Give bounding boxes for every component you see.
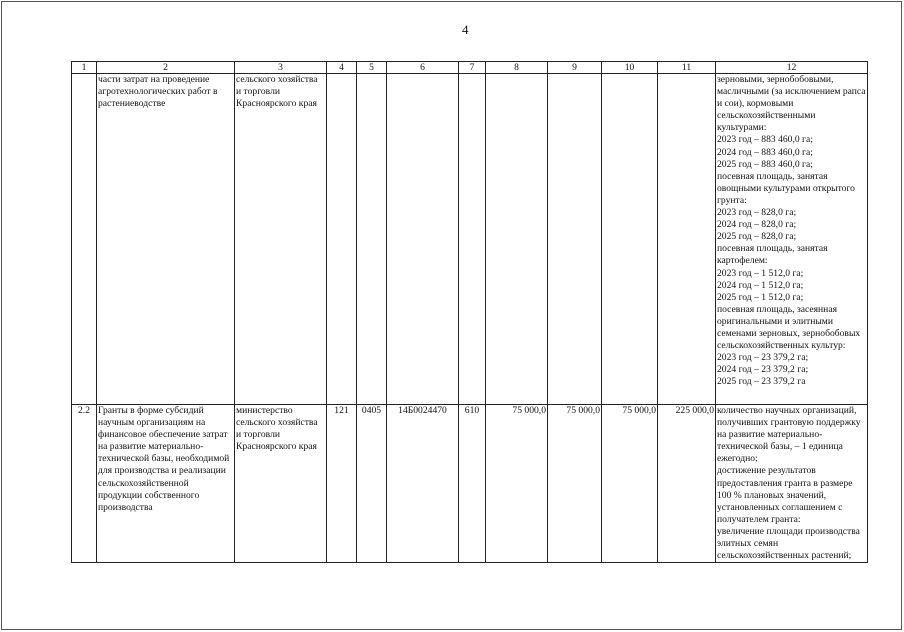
cell-administrator: министерство сельского хозяйства и торговли Красноярского края	[235, 405, 327, 563]
cell-2025: 75 000,0	[602, 405, 658, 563]
cell-grbs	[327, 74, 357, 405]
cell-2023: 75 000,0	[486, 405, 548, 563]
col-header-12: 12	[716, 62, 868, 74]
table-row	[72, 74, 868, 405]
cell-result	[716, 405, 868, 563]
cell-rzpr: 0405	[357, 405, 387, 563]
cell-result	[716, 74, 868, 405]
col-header-7: 7	[459, 62, 486, 74]
cell-number	[72, 74, 97, 405]
cell-2023	[486, 74, 548, 405]
cell-total: 225 000,0	[658, 405, 716, 563]
col-header-4: 4	[327, 62, 357, 74]
col-header-8: 8	[486, 62, 548, 74]
cell-csr	[387, 74, 459, 405]
result-text: зерновыми, зернобобовыми, масличными (за исключением рапса и сои), кормовыми сельскохозяйственными культурами: 2023 год – 883 460,0 га; 2024 год – 883 460,0 га; 2025 год – 883 460,0 га; посевная площадь, занятая овощными культурами открытого грунта: 2023 год – 828,0 га; 2024 год – 828,0 га; 2025 год – 828,0 га; посевная площадь, занятая картофелем: 2023 год – 1 512,0 га; 2024 год – 1 512,0 га; 2025 год – 1 512,0 га; посевная площадь, засеянная оригинальными и элитными семенами зерновых, зернобобовых сельскохозяйственных культур: 2023 год – 23 379,2 га; 2024 год – 23 379,2 га; 2025 год – 23 379,2 га	[717, 74, 866, 388]
col-header-2: 2	[97, 62, 235, 74]
cell-total	[658, 74, 716, 405]
cell-vr: 610	[459, 405, 486, 563]
col-header-3: 3	[235, 62, 327, 74]
cell-measure-name: части затрат на проведение агротехнологических работ в растениеводстве	[97, 74, 235, 405]
cell-administrator: сельского хозяйства и торговли Красноярского края	[235, 74, 327, 405]
col-header-9: 9	[548, 62, 602, 74]
col-header-10: 10	[602, 62, 658, 74]
table-row	[72, 405, 868, 563]
col-header-5: 5	[357, 62, 387, 74]
col-header-11: 11	[658, 62, 716, 74]
header-row	[72, 62, 868, 74]
cell-measure-name: Гранты в форме субсидий научным организациям на финансовое обеспечение затрат на развитие материально-технической базы, необходимой для производства и реализации сельскохозяйственной продукции собственного производства	[97, 405, 235, 563]
budget-table	[71, 61, 868, 563]
cell-csr: 14Б0024470	[387, 405, 459, 563]
cell-grbs: 121	[327, 405, 357, 563]
page-number: 4	[462, 22, 469, 37]
cell-2024: 75 000,0	[548, 405, 602, 563]
cell-rzpr	[357, 74, 387, 405]
cell-number: 2.2	[72, 405, 97, 563]
cell-2024	[548, 74, 602, 405]
col-header-6: 6	[387, 62, 459, 74]
cell-2025	[602, 74, 658, 405]
cell-vr	[459, 74, 486, 405]
result-text: количество научных организаций, получивших грантовую поддержку на развитие материально-технической базы, – 1 единица ежегодно; достижение результатов предоставления гранта в размере 100 % плановых значений, установленных соглашением с получателем гранта: увеличение площади производства элитных семян сельскохозяйственных растений;	[717, 405, 861, 562]
col-header-1: 1	[72, 62, 97, 74]
